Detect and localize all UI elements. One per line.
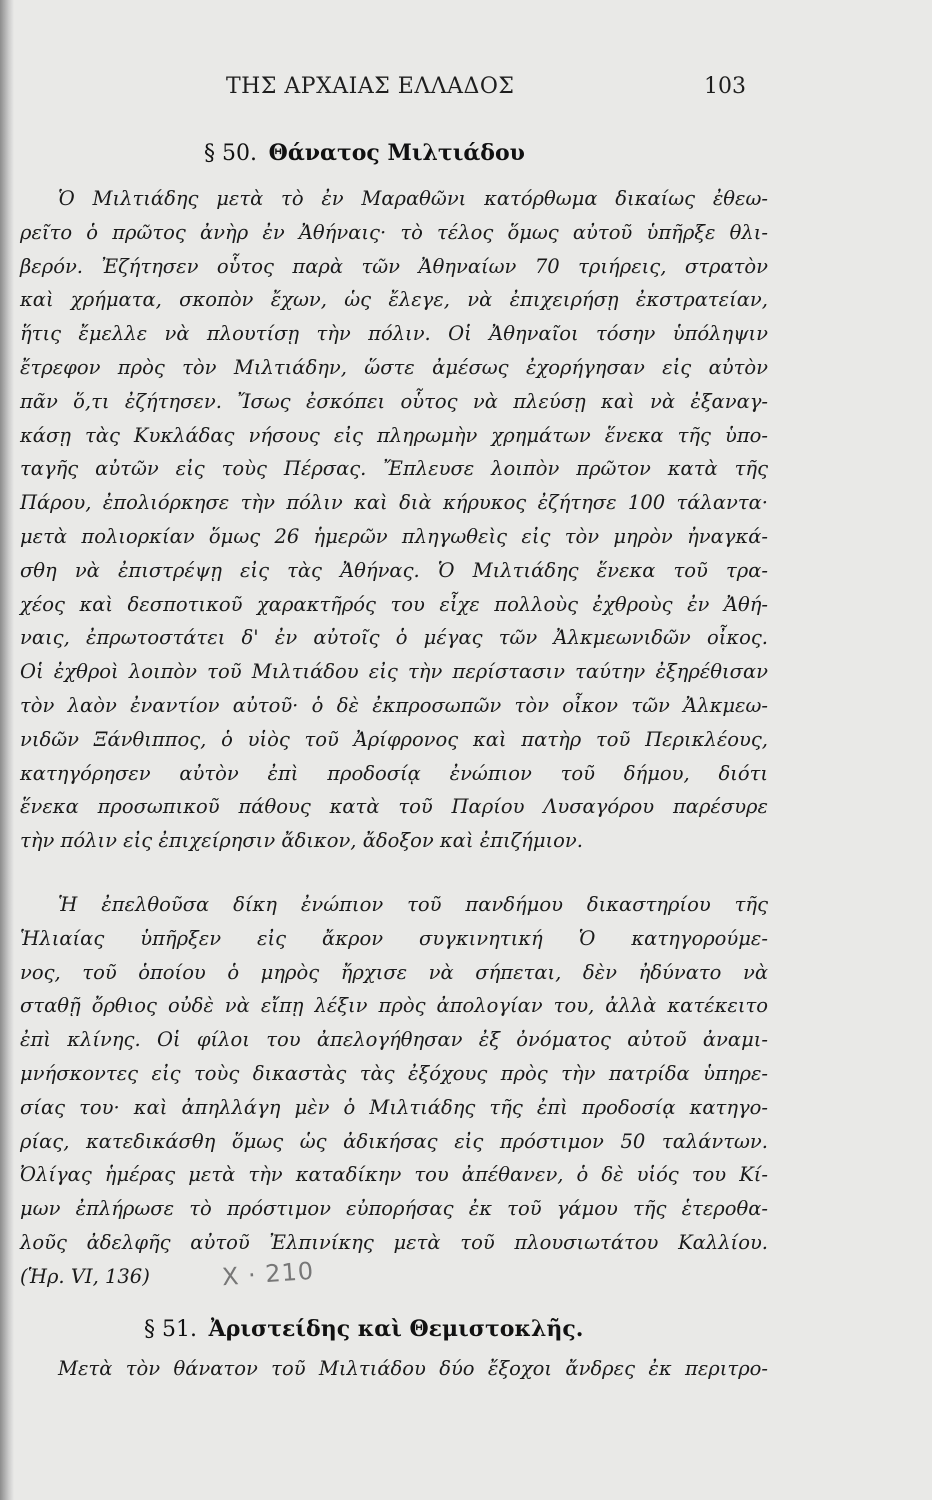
text-line: ναις, ἐπρωτοστάτει δ' ἐν αὐτοῖς ὁ μέγας τῶν Ἀλκμεωνιδῶν οἶκος. [20, 626, 768, 650]
text-line: νιδῶν Ξάνθιππος, ὁ υἱὸς τοῦ Ἀρίφρονος καὶ πατὴρ τοῦ Περικλέους, [20, 727, 768, 751]
text-line: Ἡ ἐπελθοῦσα δίκη ἐνώπιον τοῦ πανδήμου δικαστηρίου τῆς [58, 893, 768, 916]
page-number: 103 [704, 74, 746, 99]
text-line: ρεῖτο ὁ πρῶτος ἀνὴρ ἐν Ἀθήναις· τὸ τέλος ὅμως αὐτοῦ ὑπῆρξε θλι- [20, 220, 768, 244]
text-line: ταγῆς αὐτῶν εἰς τοὺς Πέρσας. Ἔπλευσε λοιπὸν πρῶτον κατὰ τῆς [20, 457, 768, 481]
section-51-mark: § 51. [144, 1317, 197, 1342]
page-header [0, 74, 932, 108]
text-line: Ὁ Μιλτιάδης μετὰ τὸ ἐν Μαραθῶνι κατόρθωμα δικαίως ἐθεω- [58, 187, 768, 210]
text-line: μετὰ πολιορκίαν ὅμως 26 ἡμερῶν πληγωθεὶς εἰς τὸν μηρὸν ἠναγκά- [20, 524, 768, 548]
page-binding-edge [0, 0, 14, 1500]
text-line: κατηγόρησεν αὐτὸν ἐπὶ προδοσίᾳ ἐνώπιον τοῦ δήμου, διότι [20, 761, 768, 785]
pencil-annotation: X · 210 [221, 1256, 316, 1292]
text-line: χέος καὶ δεσποτικοῦ χαρακτῆρός του εἶχε πολλοὺς ἐχθροὺς ἐν Ἀθή- [20, 592, 768, 616]
text-line: μνήσκοντες εἰς τοὺς δικαστὰς τὰς ἐξόχους πρὸς τὴν πατρίδα ὑπηρε- [20, 1061, 768, 1085]
text-line: ἕνεκα προσωπικοῦ πάθους κατὰ τοῦ Παρίου Λυσαγόρου παρέσυρε [20, 795, 768, 819]
text-line: μων ἐπλήρωσε τὸ πρόστιμον εὐπορήσας ἐκ τοῦ γάμου τῆς ἑτεροθα- [20, 1197, 768, 1221]
section-51-title: Ἀριστείδης καὶ Θεμιστοκλῆς. [208, 1316, 584, 1342]
section-50-mark: § 50. [204, 141, 257, 166]
section-50-heading [204, 140, 525, 166]
text-line: Ὀλίγας ἡμέρας μετὰ τὴν καταδίκην του ἀπέθανεν, ὁ δὲ υἱός του Κί- [20, 1163, 768, 1187]
paragraph-1 [20, 182, 768, 858]
text-line: Πάρου, ἐπολιόρκησε τὴν πόλιν καὶ διὰ κήρυκος ἐζήτησε 100 τάλαντα· [20, 491, 768, 515]
text-line: Οἱ ἐχθροὶ λοιπὸν τοῦ Μιλτιάδου εἰς τὴν περίστασιν ταύτην ἐξηρέθισαν [20, 660, 768, 684]
text-line: πᾶν ὅ,τι ἐζήτησεν. Ἴσως ἐσκόπει οὗτος νὰ πλεύσῃ καὶ νὰ ἐξαναγ- [20, 389, 768, 413]
text-line: καὶ χρήματα, σκοπὸν ἔχων, ὡς ἔλεγε, νὰ ἐπιχειρήσῃ ἐκστρατείαν, [20, 288, 768, 312]
text-line: νος, τοῦ ὁποίου ὁ μηρὸς ἤρχισε νὰ σήπεται, δὲν ἠδύνατο νὰ [20, 960, 768, 984]
section-51-heading [144, 1316, 583, 1342]
running-head: ΤΗΣ ΑΡΧΑΙΑΣ ΕΛΛΑΔΟΣ [226, 74, 515, 99]
text-line: σταθῇ ὄρθιος οὐδὲ νὰ εἴπῃ λέξιν πρὸς ἀπολογίαν του, ἀλλὰ κατέκειτο [20, 994, 768, 1018]
text-line: λοῦς ἀδελφῆς αὐτοῦ Ἐλπινίκης μετὰ τοῦ πλουσιωτάτου Καλλίου. [20, 1230, 768, 1254]
text-line: σίας του· καὶ ἀπηλλάγη μὲν ὁ Μιλτιάδης τῆς ἐπὶ προδοσίᾳ κατηγο- [20, 1095, 768, 1119]
text-line: ἐπὶ κλίνης. Οἱ φίλοι του ἀπελογήθησαν ἐξ ὀνόματος αὐτοῦ ἀναμι- [20, 1028, 768, 1052]
text-line: τὸν λαὸν ἐναντίον αὐτοῦ· ὁ δὲ ἐκπροσωπῶν τὸν οἶκον τῶν Ἀλκμεω- [20, 693, 768, 717]
section-50-title: Θάνατος Μιλτιάδου [268, 140, 525, 166]
text-line: Ἡλιαίας ὑπῆρξεν εἰς ἄκρον συγκινητική Ὁ κατηγορούμε- [20, 926, 768, 950]
text-line: Μετὰ τὸν θάνατον τοῦ Μιλτιάδου δύο ἔξοχοι ἄνδρες ἐκ περιτρο- [58, 1357, 768, 1380]
paragraph-2 [20, 888, 768, 1294]
text-line: τὴν πόλιν εἰς ἐπιχείρησιν ἄδικον, ἄδοξον καὶ ἐπιζήμιον. [20, 829, 583, 853]
text-line: ρίας, κατεδικάσθη ὅμως ὡς ἀδικήσας εἰς πρόστιμον 50 ταλάντων. [20, 1129, 768, 1153]
paragraph-3 [20, 1352, 768, 1386]
text-line: ἥτις ἔμελλε νὰ πλουτίσῃ τὴν πόλιν. Οἱ Ἀθηναῖοι τόσην ὑπόληψιν [20, 322, 768, 346]
text-line: κάσῃ τὰς Κυκλάδας νήσους εἰς πληρωμὴν χρημάτων ἕνεκα τῆς ὑπο- [20, 423, 768, 447]
citation-line: (Ἡρ. VI, 136) [20, 1264, 150, 1288]
text-line: σθη νὰ ἐπιστρέψῃ εἰς τὰς Ἀθήνας. Ὁ Μιλτιάδης ἕνεκα τοῦ τρα- [20, 558, 768, 582]
text-line: βερόν. Ἐζήτησεν οὗτος παρὰ τῶν Ἀθηναίων 70 τριήρεις, στρατὸν [20, 254, 768, 278]
text-line: ἔτρεφον πρὸς τὸν Μιλτιάδην, ὥστε ἀμέσως ἐχορήγησαν εἰς αὐτὸν [20, 355, 768, 379]
